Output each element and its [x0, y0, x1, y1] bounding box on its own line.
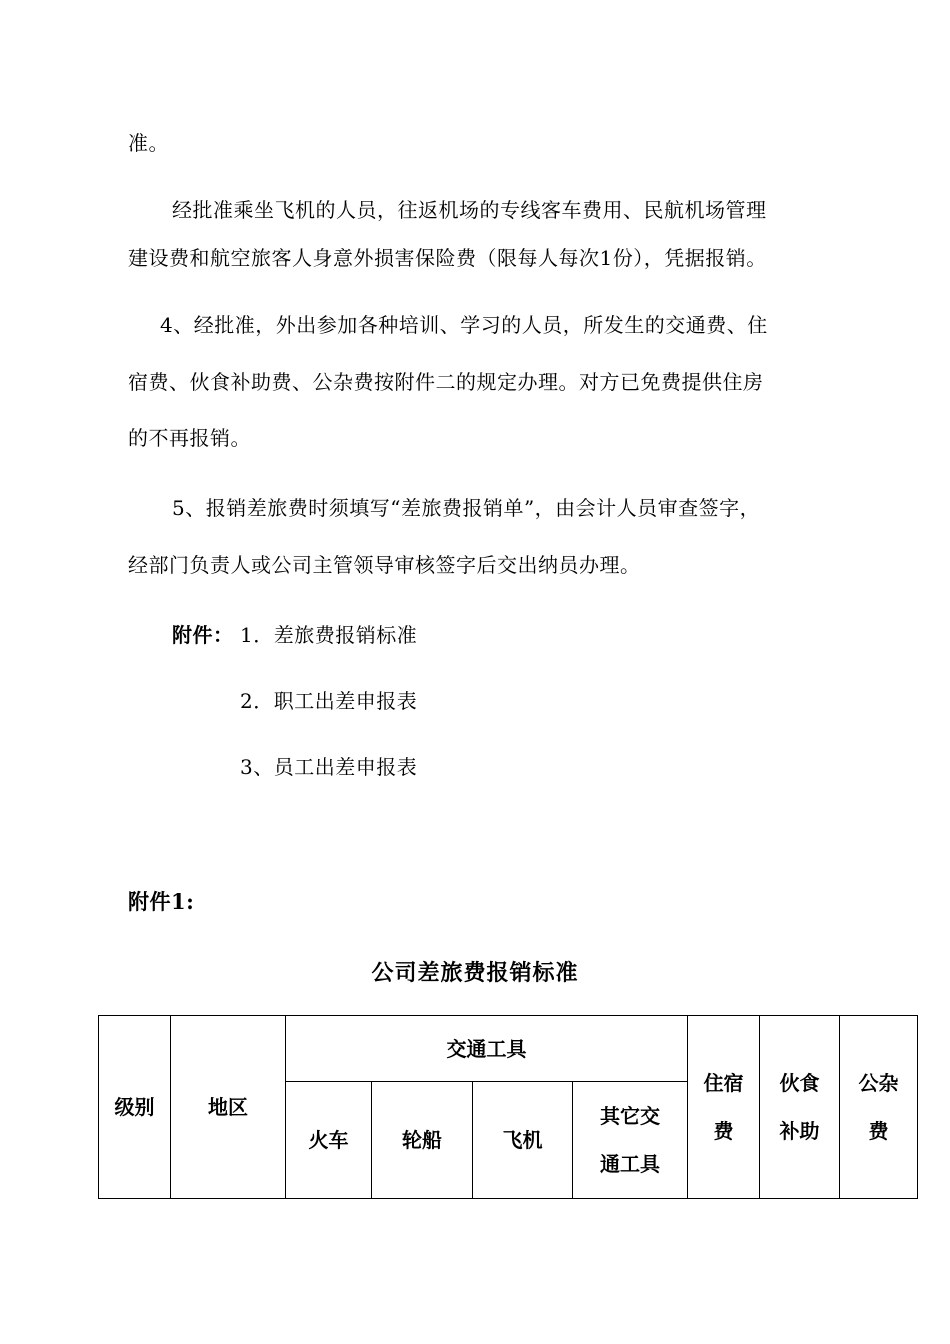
header-train: 火车	[286, 1082, 372, 1199]
header-lodging-line1: 住宿	[703, 1071, 744, 1095]
header-other-transport	[573, 1082, 688, 1199]
paragraph-line: 经批准乘坐飞机的人员，往返机场的专线客车费用、民航机场管理	[172, 198, 767, 222]
paragraph-line: 建设费和航空旅客人身意外损害保险费（限每人每次1份），凭据报销。	[128, 246, 767, 270]
header-transport: 交通工具	[286, 1016, 688, 1082]
paragraph-line: 4、经批准，外出参加各种培训、学习的人员，所发生的交通费、住	[160, 313, 768, 337]
header-meal-line1: 伙食	[779, 1071, 820, 1095]
header-region: 地区	[171, 1016, 286, 1199]
header-ship: 轮船	[372, 1082, 473, 1199]
paragraph-line: 5、报销差旅费时须填写“差旅费报销单”，由会计人员审查签字，	[172, 496, 761, 520]
paragraph-line: 经部门负责人或公司主管领导审核签字后交出纳员办理。	[128, 553, 641, 577]
paragraph-line: 准。	[128, 131, 169, 155]
header-level: 级别	[99, 1016, 171, 1199]
header-lodging-line2: 费	[713, 1119, 734, 1143]
attachments-label: 附件：	[172, 623, 234, 647]
header-other-line1: 其它交	[600, 1104, 660, 1128]
header-plane: 飞机	[473, 1082, 573, 1199]
header-other-line2: 通工具	[600, 1152, 660, 1176]
attachment-item: 3、员工出差申报表	[240, 755, 418, 779]
paragraph-line: 宿费、伙食补助费、公杂费按附件二的规定办理。对方已免费提供住房	[128, 370, 764, 394]
header-meal-allowance	[760, 1016, 840, 1199]
header-misc-line1: 公杂	[858, 1071, 899, 1095]
attachment-item: 1．差旅费报销标准	[240, 623, 418, 647]
header-meal-line2: 补助	[779, 1119, 820, 1143]
paragraph-line: 的不再报销。	[128, 426, 251, 450]
table-title: 公司差旅费报销标准	[371, 960, 579, 986]
header-misc-line2: 费	[868, 1119, 889, 1143]
attachment-item: 2．职工出差申报表	[240, 689, 418, 713]
header-misc	[840, 1016, 918, 1199]
reimbursement-standard-table	[98, 1015, 918, 1199]
appendix-heading: 附件1:	[128, 889, 195, 914]
header-lodging	[688, 1016, 760, 1199]
